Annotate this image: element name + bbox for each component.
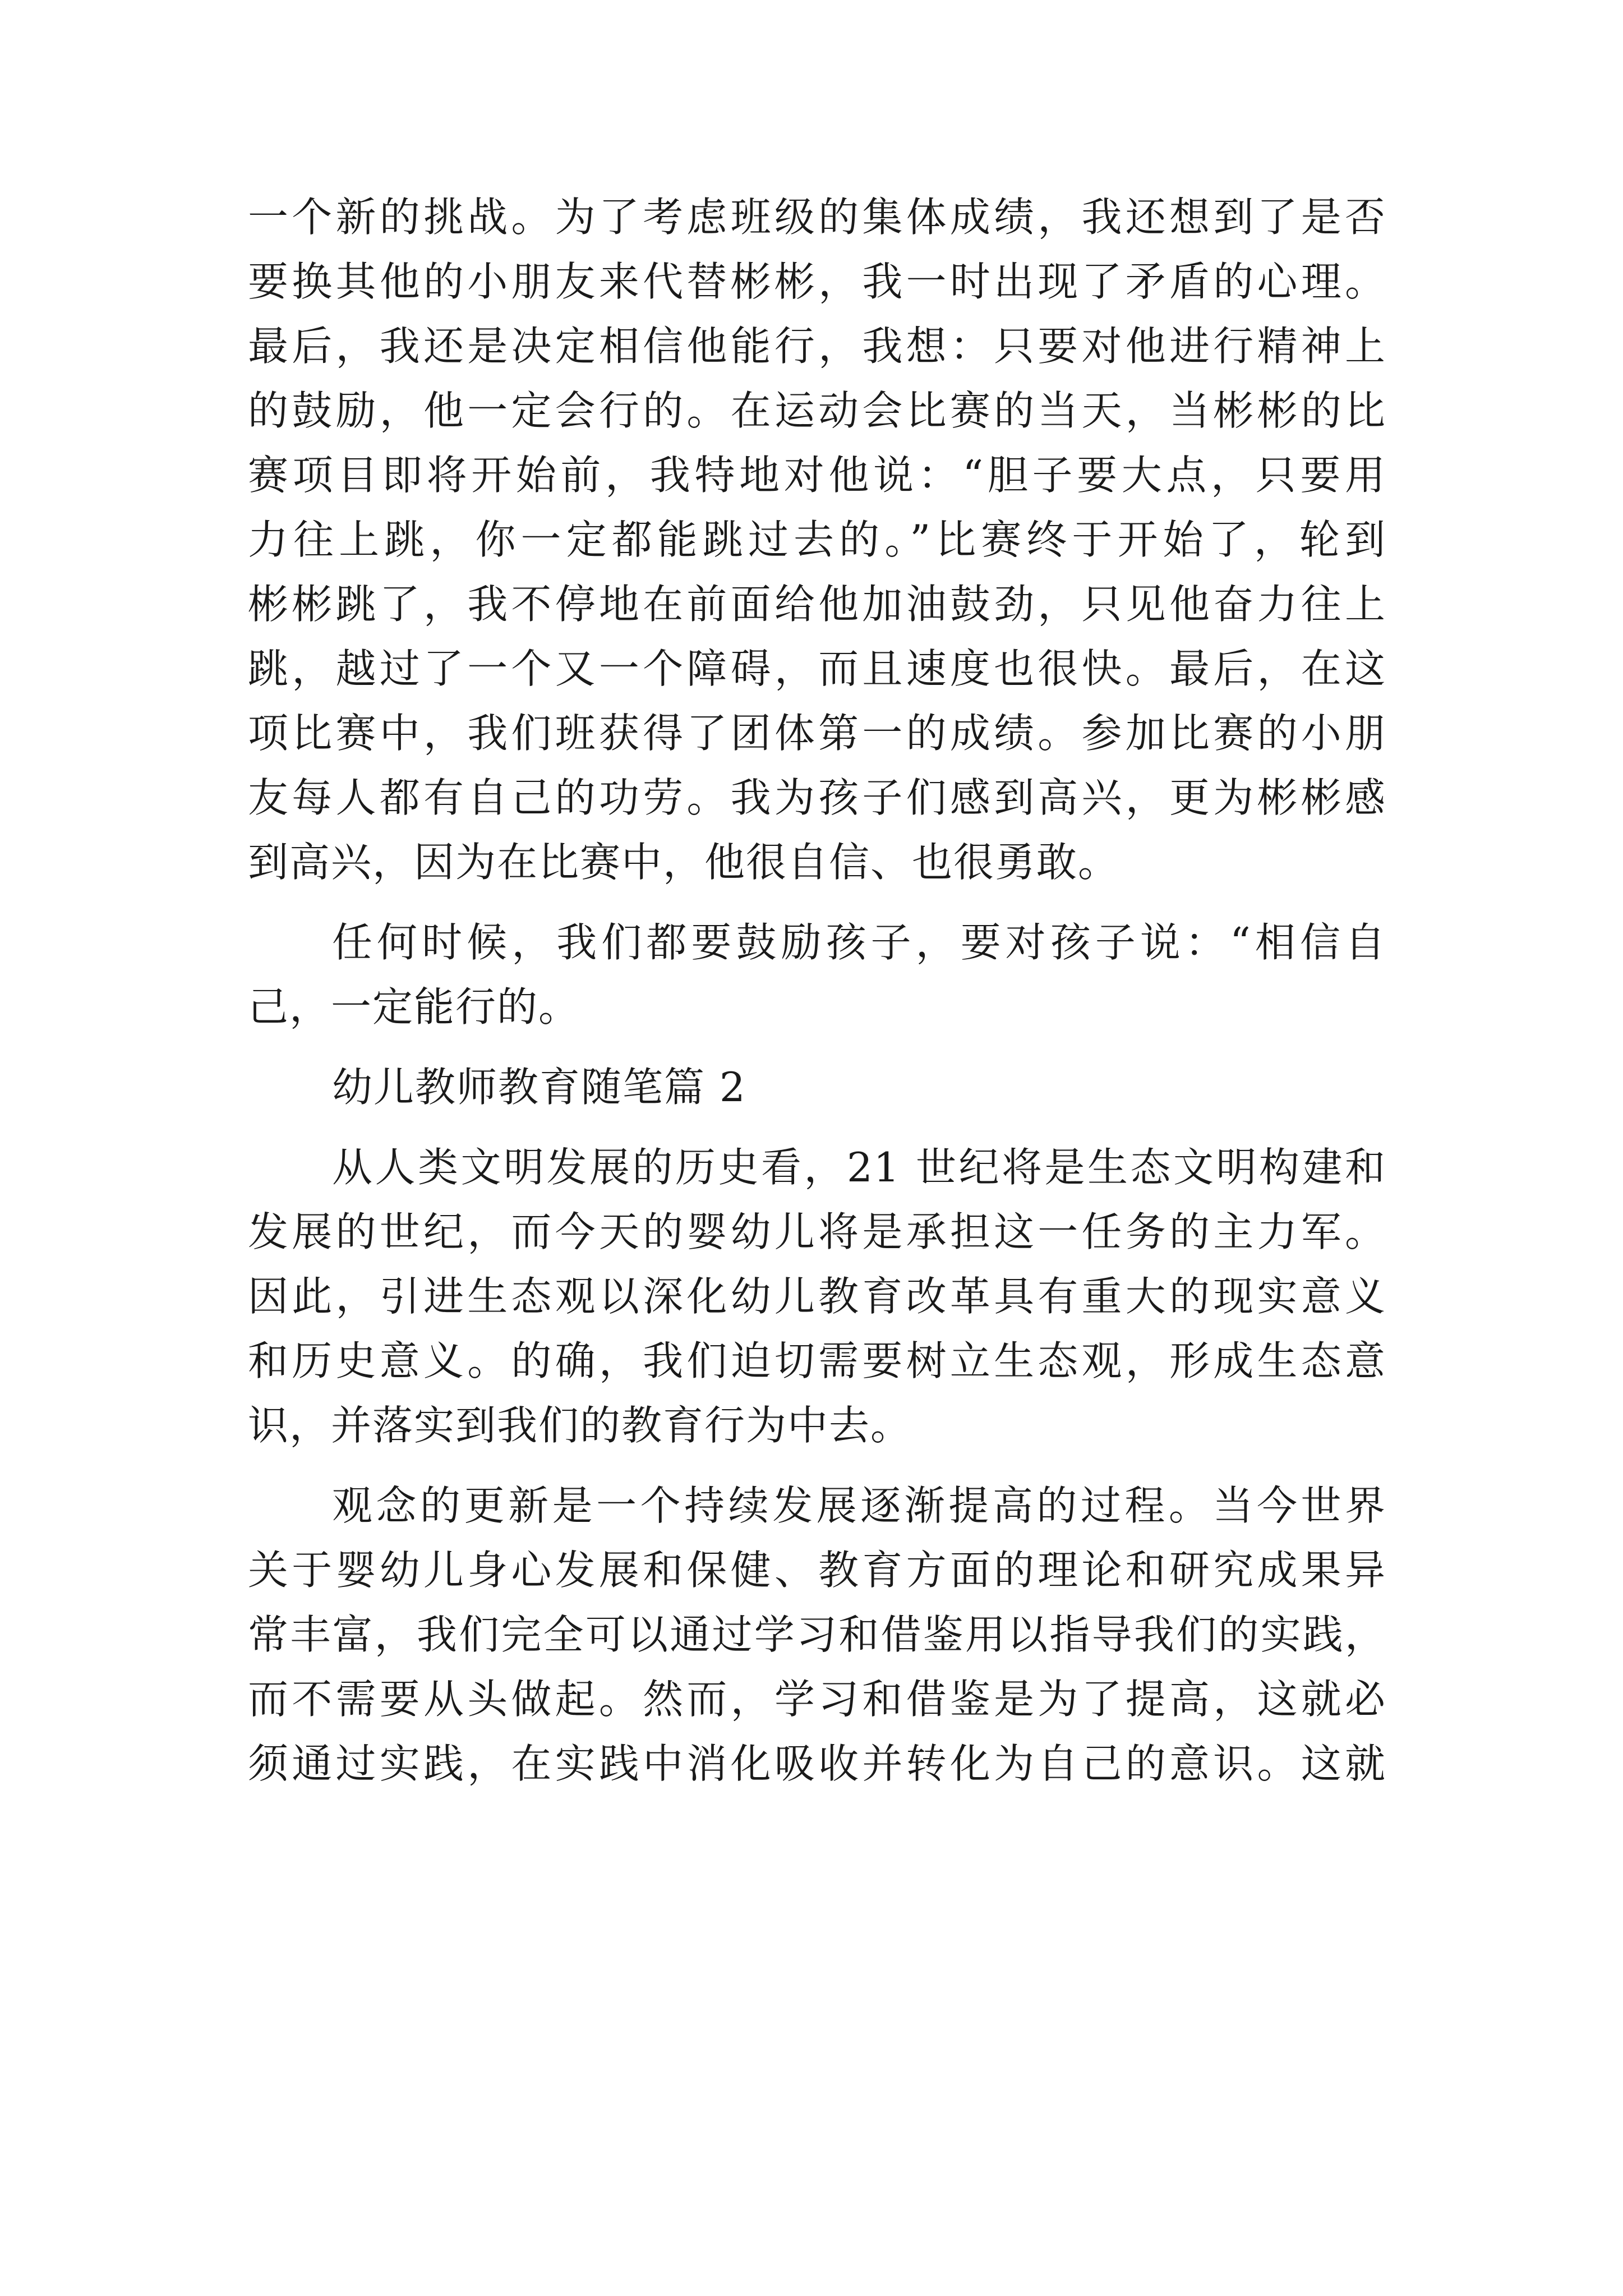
paragraph [248, 185, 1386, 895]
text-line: 彬彬跳了，我不停地在前面给他加油鼓劲，只见他奋力往上 [248, 581, 1386, 628]
text-line: 友每人都有自己的功劳。我为孩子们感到高兴，更为彬彬感 [248, 774, 1386, 821]
text-line: 和历史意义。的确，我们迫切需要树立生态观，形成生态意 [248, 1337, 1386, 1384]
text-line: 要换其他的小朋友来代替彬彬，我一时出现了矛盾的心理。 [248, 258, 1386, 305]
text-line: 而不需要从头做起。然而，学习和借鉴是为了提高，这就必 [248, 1676, 1386, 1723]
document-body [248, 185, 1386, 1796]
text-line: 任何时候，我们都要鼓励孩子，要对孩子说：“相信自 [332, 919, 1386, 966]
text-line: 识，并落实到我们的教育行为中去。 [248, 1402, 912, 1449]
paragraph [248, 1474, 1386, 1796]
text-line: 赛项目即将开始前，我特地对他说：“胆子要大点，只要用 [248, 452, 1386, 499]
text-line: 观念的更新是一个持续发展逐渐提高的过程。当今世界 [332, 1482, 1386, 1529]
text-line: 最后，我还是决定相信他能行，我想：只要对他进行精神上 [248, 323, 1386, 370]
paragraph-gap [248, 1458, 1386, 1474]
text-line: 从人类文明发展的历史看，21 世纪将是生态文明构建和 [332, 1144, 1386, 1191]
text-line: 项比赛中，我们班获得了团体第一的成绩。参加比赛的小朋 [248, 710, 1386, 757]
paragraph-gap [248, 895, 1386, 910]
text-line: 一个新的挑战。为了考虑班级的集体成绩，我还想到了是否 [248, 194, 1386, 241]
text-line: 须通过实践，在实践中消化吸收并转化为自己的意识。这就 [248, 1740, 1386, 1787]
text-line: 力往上跳，你一定都能跳过去的。”比赛终于开始了，轮到 [248, 516, 1386, 563]
text-line: 跳，越过了一个又一个障碍，而且速度也很快。最后，在这 [248, 645, 1386, 692]
section-heading [248, 1055, 1386, 1120]
text-line: 到高兴，因为在比赛中，他很自信、也很勇敢。 [248, 839, 1120, 886]
text-line: 关于婴幼儿身心发展和保健、教育方面的理论和研究成果异 [248, 1547, 1386, 1594]
paragraph [248, 910, 1386, 1039]
text-line: 常丰富，我们完全可以通过学习和借鉴用以指导我们的实践， [248, 1611, 1386, 1658]
text-line: 因此，引进生态观以深化幼儿教育改革具有重大的现实意义 [248, 1273, 1386, 1320]
paragraph-gap [248, 1039, 1386, 1055]
text-line: 己，一定能行的。 [248, 983, 580, 1030]
text-line: 的鼓励，他一定会行的。在运动会比赛的当天，当彬彬的比 [248, 387, 1386, 434]
paragraph [248, 1135, 1386, 1458]
paragraph-gap [248, 1120, 1386, 1135]
heading-text: 幼儿教师教育随笔篇 2 [332, 1064, 746, 1111]
text-line: 发展的世纪，而今天的婴幼儿将是承担这一任务的主力军。 [248, 1208, 1386, 1255]
